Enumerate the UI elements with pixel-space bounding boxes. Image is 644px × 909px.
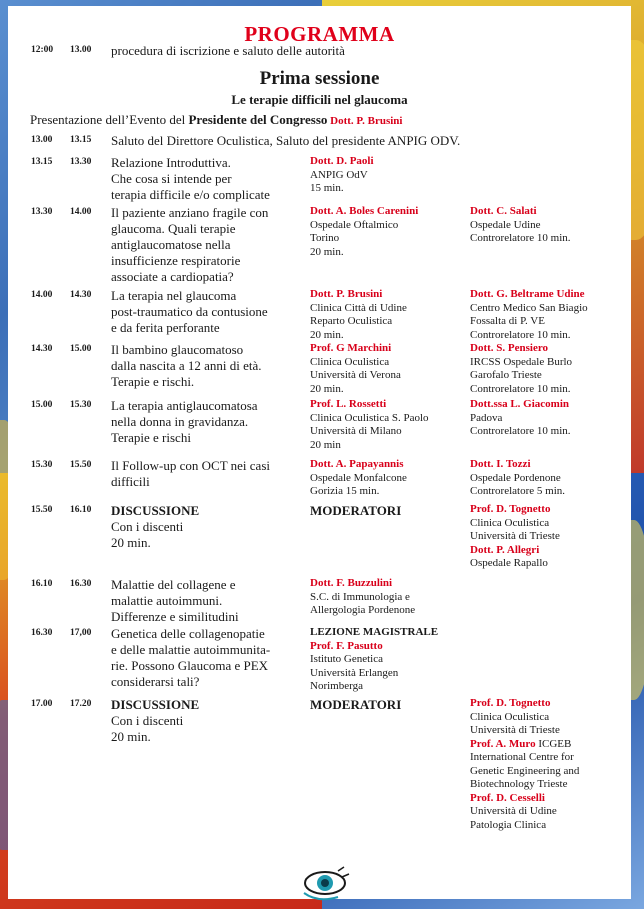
speaker-detail: ANPIG OdV (310, 168, 368, 181)
talk-title: difficili (111, 474, 150, 489)
talk-title: Il Follow-up con OCT nei casi (111, 458, 270, 473)
speaker-name: Dott. I. Tozzi (470, 458, 531, 470)
speaker-detail: Controrelatore 10 min. (470, 425, 571, 437)
speaker-detail: 20 min. (310, 328, 344, 341)
talk-title: Malattie del collagene e (111, 577, 236, 592)
talk-title: Terapie e rischi (111, 430, 191, 445)
talk-title: considerarsi tali? (111, 674, 200, 689)
speaker-detail: Centro Medico San Biagio (470, 301, 588, 314)
speaker-detail: Gorizia 15 min. (310, 485, 380, 497)
discussion-duration: 20 min. (111, 729, 151, 744)
speaker-name: Dott. G. Beltrame Udine (470, 288, 585, 300)
time-end: 17,00 (70, 628, 92, 638)
speaker-detail: Ospedale Pordenone (470, 471, 561, 484)
speaker-detail: Clinica Oculistica (470, 710, 550, 723)
discussion-duration: 20 min. (111, 535, 151, 550)
discussion-detail: Con i discenti (111, 519, 184, 534)
speaker-detail: Fossalta di P. VE (470, 315, 545, 327)
talk-title: La terapia nel glaucoma (111, 288, 237, 303)
speaker-detail: Biotechnology Trieste (470, 778, 568, 790)
time-end: 15.30 (70, 400, 92, 410)
session-title: Prima sessione (259, 68, 380, 89)
presentation-speaker: Dott. P. Brusini (327, 115, 403, 127)
session-subtitle: Le terapie difficili nel glaucoma (231, 92, 408, 107)
speaker-name: Dott. P. Brusini (310, 288, 383, 300)
speaker-name: Dott. S. Pensiero (470, 342, 549, 354)
talk-title: antiglaucomatose nella (111, 237, 231, 252)
speaker-name: Prof. D. Cesselli (470, 791, 545, 804)
page-title: PROGRAMMA (244, 22, 395, 46)
talk-title: rie. Possono Glaucoma e PEX (111, 658, 269, 673)
time-start: 13.00 (31, 135, 53, 145)
talk-title: e da ferita perforante (111, 320, 220, 335)
talk-title: nella donna in gravidanza. (111, 414, 249, 429)
time-end: 15.50 (70, 460, 92, 470)
speaker-detail: LEZIONE MAGISTRALE (310, 626, 439, 638)
talk-title: glaucoma. Quali terapie (111, 221, 236, 236)
speaker-name: Dott. D. Paoli (310, 155, 374, 167)
discussion-detail: Con i discenti (111, 713, 184, 728)
speaker-detail: Ospedale Rapallo (470, 557, 548, 569)
speaker-detail: Reparto Oculistica (310, 315, 393, 327)
speaker-detail: Clinica Oculistica (310, 355, 390, 368)
speaker-name: Prof. G Marchini (310, 342, 392, 354)
discussion-title: DISCUSSIONE (111, 503, 200, 518)
speaker-detail: Università di Trieste (470, 724, 560, 736)
speaker-detail: Padova (470, 411, 503, 424)
speaker-name: Dott.ssa L. Giacomin (470, 398, 569, 410)
talk-title: Differenze e similitudini (111, 609, 239, 624)
speaker-detail: Istituto Genetica (310, 653, 384, 665)
speaker-name: Dott. F. Buzzulini (310, 577, 393, 589)
program-sheet (8, 6, 631, 899)
presentation-line: Presentazione dell’Evento del Presidente del Congresso Dott. P. Brusini (30, 112, 403, 127)
speaker-detail: Università di Trieste (470, 530, 560, 542)
speaker-detail: Ospedale Monfalcone (310, 471, 407, 484)
time-start: 16.30 (31, 628, 53, 638)
speaker-detail: Ospedale Udine (470, 218, 541, 231)
time-start: 14.00 (31, 290, 53, 300)
speaker-name: Prof. D. Tognetto (470, 503, 551, 515)
opening-text: procedura di iscrizione e saluto delle autorità (111, 43, 345, 58)
speaker-detail: Clinica Città di Udine (310, 301, 407, 314)
speaker-name: Dott. C. Salati (470, 205, 537, 217)
talk-title: e delle malattie autoimmunita- (111, 642, 271, 657)
talk-title: Che cosa si intende per (111, 171, 232, 186)
time-start: 15.30 (31, 460, 53, 470)
time-start: 13.15 (31, 157, 53, 167)
speaker-detail: 20 min. (310, 245, 344, 258)
speaker-detail: Clinica Oculistica S. Paolo (310, 411, 429, 424)
time-start: 17.00 (31, 699, 53, 709)
speaker-detail: Università di Udine (470, 805, 557, 817)
speaker-detail: Università di Milano (310, 425, 402, 437)
time-start: 12:00 (31, 45, 54, 55)
time-end: 13.15 (70, 135, 92, 145)
speaker-detail: 20 min. (310, 382, 344, 395)
time-end: 14.00 (70, 207, 92, 217)
speaker-detail: Controrelatore 10 min. (470, 232, 571, 244)
moderators-label: MODERATORI (310, 503, 402, 518)
presentation-role: Presidente del Congresso (188, 112, 328, 127)
talk-title: Relazione Introduttiva. (111, 155, 231, 170)
speaker-detail: Controrelatore 10 min. (470, 328, 571, 341)
time-end: 16.30 (70, 579, 92, 589)
eye-logo-icon (298, 863, 352, 903)
speaker-detail: Università di Verona (310, 369, 401, 381)
discussion-title: DISCUSSIONE (111, 697, 200, 712)
talk-title: Il paziente anziano fragile con (111, 205, 269, 220)
speaker-name: Prof. A. Muro ICGEB (470, 737, 572, 750)
speaker-name: Prof. L. Rossetti (310, 398, 387, 410)
talk-title: Il bambino glaucomatoso (111, 342, 244, 357)
time-end: 13.30 (70, 157, 92, 167)
greeting-text: Saluto del Direttore Oculistica, Saluto del presidente ANPIG ODV. (111, 133, 461, 148)
time-end: 16.10 (70, 505, 92, 515)
speaker-detail: Ospedale Oftalmico (310, 218, 399, 231)
speaker-detail: 15 min. (310, 182, 344, 194)
time-end: 13.00 (70, 45, 92, 55)
speaker-detail: Garofalo Trieste (470, 369, 542, 381)
speaker-affiliation: ICGEB (535, 737, 572, 750)
time-start: 14.30 (31, 344, 53, 354)
time-end: 15.00 (70, 344, 92, 354)
time-end: 14.30 (70, 290, 92, 300)
talk-title: terapia difficile e/o complicate (111, 187, 270, 202)
speaker-name: Dott. A. Boles Carenini (310, 205, 419, 217)
talk-title: post-traumatico da contusione (111, 304, 268, 319)
talk-title: Terapie e rischi. (111, 374, 195, 389)
speaker-name: Prof. D. Tognetto (470, 697, 551, 709)
speaker-detail: 20 min (310, 438, 341, 451)
speaker-name: Dott. A. Papayannis (310, 458, 404, 470)
talk-title: insufficienze respiratorie (111, 253, 241, 268)
speaker-detail: Genetic Engineering and (470, 764, 580, 777)
talk-title: La terapia antiglaucomatosa (111, 398, 258, 413)
speaker-detail: S.C. di Immunologia e (310, 590, 410, 603)
time-start: 13.30 (31, 207, 53, 217)
speaker-detail: Università Erlangen (310, 666, 399, 679)
speaker-detail: Controrelatore 10 min. (470, 382, 571, 395)
speaker-detail: Torino (310, 232, 340, 244)
moderators-label: MODERATORI (310, 697, 402, 712)
speaker-detail: Allergologia Pordenone (310, 604, 416, 616)
talk-title: Genetica delle collagenopatie (111, 626, 265, 641)
talk-title: dalla nascita a 12 anni di età. (111, 358, 262, 373)
speaker-detail: International Centre for (470, 751, 574, 763)
time-start: 16.10 (31, 579, 53, 589)
speaker-name: Prof. F. Pasutto (310, 639, 383, 652)
time-end: 17.20 (70, 699, 92, 709)
speaker-name: Dott. P. Allegri (470, 543, 540, 556)
time-start: 15.00 (31, 400, 53, 410)
speaker-detail: Clinica Oculistica (470, 516, 550, 529)
speaker-detail: IRCSS Ospedale Burlo (470, 355, 573, 368)
speaker-detail: Patologia Clinica (470, 818, 547, 831)
speaker-detail: Controrelatore 5 min. (470, 485, 566, 497)
time-start: 15.50 (31, 505, 53, 515)
speaker-detail: Norimberga (310, 680, 363, 692)
talk-title: malattie autoimmuni. (111, 593, 223, 608)
talk-title: associate a cardiopatia? (111, 269, 234, 284)
